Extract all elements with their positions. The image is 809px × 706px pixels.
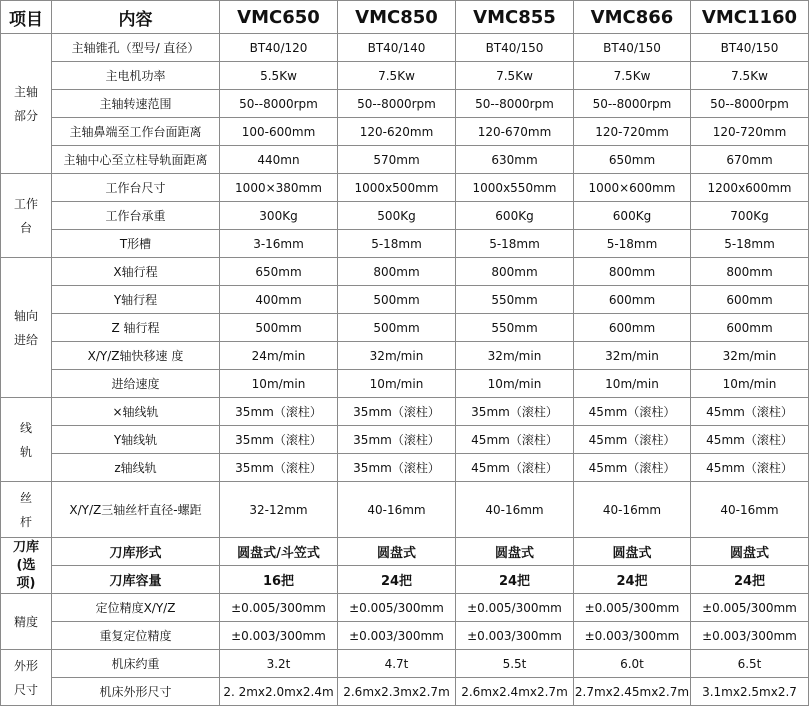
value-cell: 16把 [220,566,338,594]
value-cell: BT40/120 [220,34,338,62]
value-cell: 600mm [691,314,809,342]
value-cell: 32m/min [456,342,574,370]
value-cell: ±0.003/300mm [338,622,456,650]
item-label: X/Y/Z轴快移速 度 [52,342,220,370]
value-cell: 35mm（滚柱） [220,454,338,482]
value-cell: 630mm [456,146,574,174]
value-cell: 50--8000rpm [691,90,809,118]
value-cell: 2.7mx2.45mx2.7m [574,678,691,706]
value-cell: 400mm [220,286,338,314]
item-label: X/Y/Z三轴丝杆直径-螺距 [52,482,220,538]
value-cell: 120-720mm [574,118,691,146]
value-cell: 圆盘式 [574,538,691,566]
value-cell: 120-670mm [456,118,574,146]
value-cell: 800mm [691,258,809,286]
value-cell: ±0.005/300mm [220,594,338,622]
value-cell: 10m/min [220,370,338,398]
value-cell: 800mm [574,258,691,286]
value-cell: 3.1mx2.5mx2.7 [691,678,809,706]
value-cell: 32m/min [691,342,809,370]
value-cell: 2. 2mx2.0mx2.4m [220,678,338,706]
value-cell: 7.5Kw [456,62,574,90]
section-text: 主轴 部分 [13,84,38,123]
value-cell: ±0.003/300mm [220,622,338,650]
table-row [1,146,809,174]
value-cell: BT40/150 [456,34,574,62]
value-cell: 4.7t [338,650,456,678]
section-text: 轴向 进给 [13,308,38,347]
value-cell: 6.0t [574,650,691,678]
value-cell: 670mm [691,146,809,174]
item-label: 机床约重 [52,650,220,678]
value-cell: 5-18mm [691,230,809,258]
value-cell: 800mm [456,258,574,286]
value-cell: 500mm [338,314,456,342]
item-label: 重复定位精度 [52,622,220,650]
table-row [1,426,809,454]
section-text: 工作 台 [13,196,38,235]
value-cell: 500mm [220,314,338,342]
item-label: 刀库容量 [52,566,220,594]
value-cell: 650mm [574,146,691,174]
table-row [1,398,809,426]
item-label: 主轴鼻端至工作台面距离 [52,118,220,146]
value-cell: 1000x550mm [456,174,574,202]
value-cell: 1200x600mm [691,174,809,202]
table-row [1,482,809,538]
value-cell: 50--8000rpm [220,90,338,118]
value-cell: 45mm（滚柱） [691,398,809,426]
item-label: Y轴行程 [52,286,220,314]
value-cell: BT40/150 [691,34,809,62]
value-cell: 600Kg [574,202,691,230]
value-cell: 圆盘式 [691,538,809,566]
section-label-tool-magazine [1,538,52,594]
item-label: 主轴锥孔（型号/ 直径） [52,34,220,62]
value-cell: 50--8000rpm [456,90,574,118]
value-cell: 35mm（滚柱） [338,426,456,454]
value-cell: 10m/min [691,370,809,398]
item-label: 定位精度X/Y/Z [52,594,220,622]
value-cell: 24m/min [220,342,338,370]
table-row [1,34,809,62]
section-text: 线 轨 [19,420,32,459]
value-cell: 600Kg [456,202,574,230]
value-cell: 5-18mm [338,230,456,258]
value-cell: 440mn [220,146,338,174]
header-model-vmc850: VMC850 [338,1,456,34]
value-cell: 5-18mm [456,230,574,258]
section-text: 精度 [13,614,38,629]
value-cell: 45mm（滚柱） [456,426,574,454]
table-row [1,650,809,678]
value-cell: 3-16mm [220,230,338,258]
item-label: 主轴中心至立柱导轨面距离 [52,146,220,174]
value-cell: 1000×600mm [574,174,691,202]
value-cell: 40-16mm [338,482,456,538]
value-cell: 3.2t [220,650,338,678]
value-cell: 35mm（滚柱） [338,454,456,482]
value-cell: 圆盘式/斗笠式 [220,538,338,566]
value-cell: 650mm [220,258,338,286]
value-cell: 500Kg [338,202,456,230]
spec-body [1,34,809,706]
value-cell: 45mm（滚柱） [691,454,809,482]
value-cell: 550mm [456,286,574,314]
value-cell: 45mm（滚柱） [456,454,574,482]
value-cell: 2.6mx2.3mx2.7m [338,678,456,706]
item-label: 主电机功率 [52,62,220,90]
table-row [1,370,809,398]
value-cell: 7.5Kw [574,62,691,90]
value-cell: 50--8000rpm [574,90,691,118]
value-cell: 40-16mm [691,482,809,538]
section-text: 外形 尺寸 [13,658,38,697]
table-row [1,286,809,314]
value-cell: 圆盘式 [456,538,574,566]
value-cell: 7.5Kw [338,62,456,90]
section-label-ball-screw [1,482,52,538]
section-label-precision [1,594,52,650]
header-model-vmc650: VMC650 [220,1,338,34]
table-row [1,678,809,706]
value-cell: 100-600mm [220,118,338,146]
value-cell: 300Kg [220,202,338,230]
section-label-dimensions [1,650,52,706]
value-cell: 32-12mm [220,482,338,538]
value-cell: 7.5Kw [691,62,809,90]
section-label-axis-feed [1,258,52,398]
header-model-vmc855: VMC855 [456,1,574,34]
header-section: 项目 [1,1,52,34]
table-row [1,594,809,622]
value-cell: 24把 [338,566,456,594]
value-cell: 5.5Kw [220,62,338,90]
value-cell: 32m/min [338,342,456,370]
value-cell: 40-16mm [574,482,691,538]
item-label: X轴行程 [52,258,220,286]
value-cell: BT40/140 [338,34,456,62]
table-row [1,118,809,146]
value-cell: 50--8000rpm [338,90,456,118]
value-cell: 500mm [338,286,456,314]
item-label: Z 轴行程 [52,314,220,342]
value-cell: 550mm [456,314,574,342]
table-row [1,314,809,342]
table-row [1,258,809,286]
item-label: 刀库形式 [52,538,220,566]
value-cell: 35mm（滚柱） [338,398,456,426]
section-label-linear-rail [1,398,52,482]
section-label-spindle [1,34,52,174]
value-cell: 32m/min [574,342,691,370]
value-cell: 700Kg [691,202,809,230]
value-cell: 600mm [574,286,691,314]
header-model-vmc866: VMC866 [574,1,691,34]
value-cell: 600mm [691,286,809,314]
item-label: 主轴转速范围 [52,90,220,118]
value-cell: 35mm（滚柱） [220,398,338,426]
value-cell: 10m/min [338,370,456,398]
item-label: 工作台尺寸 [52,174,220,202]
value-cell: 600mm [574,314,691,342]
table-row [1,174,809,202]
value-cell: 1000x500mm [338,174,456,202]
value-cell: 2.6mx2.4mx2.7m [456,678,574,706]
value-cell: 6.5t [691,650,809,678]
value-cell: ±0.005/300mm [456,594,574,622]
value-cell: 24把 [574,566,691,594]
item-label: 机床外形尺寸 [52,678,220,706]
table-row [1,230,809,258]
value-cell: 120-720mm [691,118,809,146]
value-cell: 45mm（滚柱） [574,426,691,454]
value-cell: ±0.005/300mm [574,594,691,622]
value-cell: 5.5t [456,650,574,678]
value-cell: 1000×380mm [220,174,338,202]
header-item: 内容 [52,1,220,34]
header-model-vmc1160: VMC1160 [691,1,809,34]
section-text: 丝 杆 [19,490,32,529]
table-row [1,342,809,370]
value-cell: 圆盘式 [338,538,456,566]
value-cell: 45mm（滚柱） [691,426,809,454]
value-cell: ±0.005/300mm [691,594,809,622]
value-cell: 45mm（滚柱） [574,454,691,482]
value-cell: 5-18mm [574,230,691,258]
item-label: z轴线轨 [52,454,220,482]
value-cell: 35mm（滚柱） [220,426,338,454]
item-label: Y轴线轨 [52,426,220,454]
value-cell: 24把 [691,566,809,594]
item-label: 进给速度 [52,370,220,398]
item-label: ×轴线轨 [52,398,220,426]
value-cell: ±0.003/300mm [574,622,691,650]
table-row [1,202,809,230]
table-row [1,454,809,482]
value-cell: 10m/min [456,370,574,398]
value-cell: 40-16mm [456,482,574,538]
value-cell: 10m/min [574,370,691,398]
table-row [1,622,809,650]
value-cell: ±0.005/300mm [338,594,456,622]
section-text: 刀库 (选 项) [12,539,39,591]
value-cell: ±0.003/300mm [456,622,574,650]
value-cell: 45mm（滚柱） [574,398,691,426]
value-cell: 120-620mm [338,118,456,146]
value-cell: 570mm [338,146,456,174]
table-row [1,90,809,118]
item-label: 工作台承重 [52,202,220,230]
value-cell: 24把 [456,566,574,594]
value-cell: BT40/150 [574,34,691,62]
item-label: T形槽 [52,230,220,258]
value-cell: 800mm [338,258,456,286]
table-row [1,538,809,566]
header-row [1,1,809,34]
table-row [1,566,809,594]
section-label-worktable [1,174,52,258]
value-cell: ±0.003/300mm [691,622,809,650]
value-cell: 35mm（滚柱） [456,398,574,426]
table-row [1,62,809,90]
